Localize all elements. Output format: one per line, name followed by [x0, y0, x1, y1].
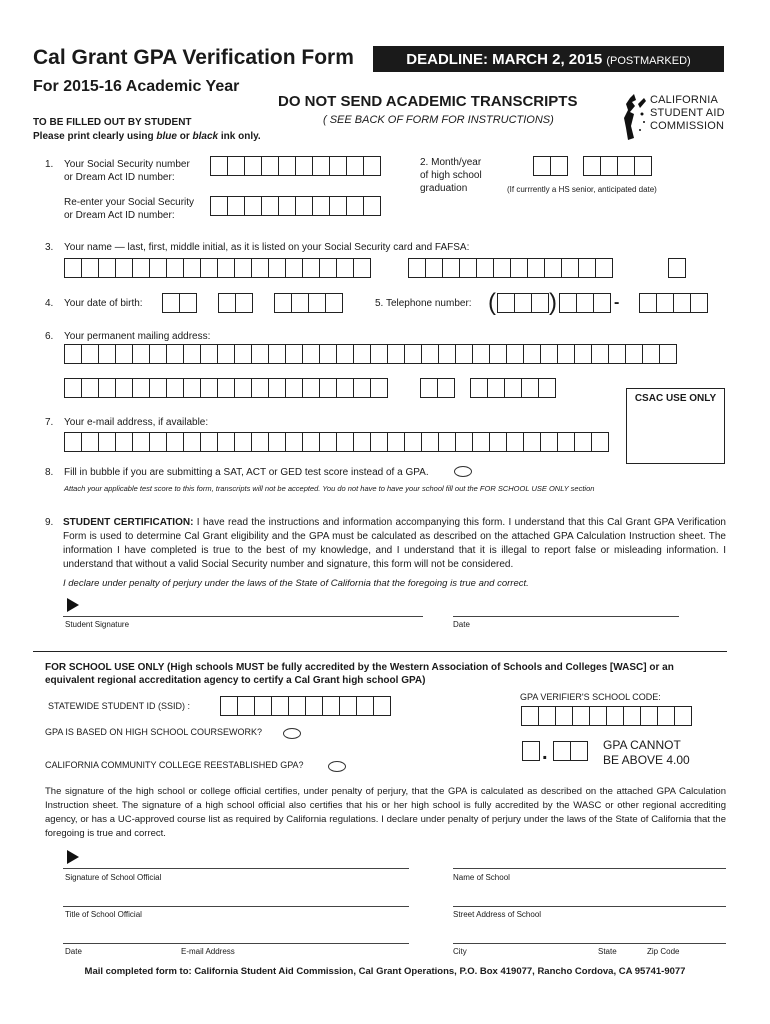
see-back-note: ( SEE BACK OF FORM FOR INSTRUCTIONS) [323, 114, 554, 126]
phone-area-input[interactable] [497, 293, 548, 313]
q6-number: 6. [45, 331, 54, 342]
official-title-line[interactable] [63, 906, 409, 907]
gpa-hs-bubble[interactable] [283, 728, 301, 739]
logo-line-2: STUDENT AID [650, 107, 725, 119]
school-section-heading: FOR SCHOOL USE ONLY (High schools MUST be fully accredited by the Western Association of Schools and Colleges [WASC] or an equivalent regional accreditation agency to certify a Cal Grant high school GPA) [45, 662, 674, 686]
dob-month-input[interactable] [162, 293, 196, 313]
q4-label: Your date of birth: [64, 298, 143, 309]
address-line-1-input[interactable] [64, 344, 676, 364]
city-state-zip-line[interactable] [453, 943, 726, 944]
q9-number: 9. [45, 517, 54, 528]
school-name-line[interactable] [453, 868, 726, 869]
q8-note: Attach your applicable test score to this form, transcripts will not be accepted. You do not have to have your school fill out the FOR SCHOOL USE ONLY section [64, 484, 595, 493]
official-sign-arrow-icon [67, 850, 79, 864]
street-address-line[interactable] [453, 906, 726, 907]
q4-number: 4. [45, 298, 54, 309]
student-signature-label: Student Signature [65, 620, 130, 629]
logo-line-1: CALIFORNIA [650, 94, 719, 106]
form-title: Cal Grant GPA Verification Form [33, 46, 354, 69]
ssn-reenter-input[interactable] [210, 196, 380, 216]
gpa-cc-bubble[interactable] [328, 761, 346, 772]
q2-label-1: 2. Month/year [420, 157, 482, 168]
gpa-cc-label: CALIFORNIA COMMUNITY COLLEGE REESTABLISHED GPA? [45, 760, 304, 770]
q2-label-3: graduation [420, 183, 468, 194]
dob-day-input[interactable] [218, 293, 252, 313]
official-signature-label: Signature of School Official [65, 873, 162, 882]
official-signature-line[interactable] [63, 868, 409, 869]
gpa-cannot-note: GPA CANNOT BE ABOVE 4.00 [603, 738, 690, 767]
figure-icon [622, 92, 648, 142]
email-input[interactable] [64, 432, 608, 452]
official-email-label: E-mail Address [181, 947, 235, 956]
verifier-code-label: GPA VERIFIER'S SCHOOL CODE: [520, 692, 661, 702]
deadline-text: DEADLINE: MARCH 2, 2015 [406, 51, 603, 68]
q2-note: (If currrently a HS senior, anticipated date) [507, 185, 657, 194]
q2-label-2: of high school [420, 170, 482, 181]
no-transcripts-notice: DO NOT SEND ACADEMIC TRANSCRIPTS [278, 93, 578, 110]
deadline-banner [373, 46, 724, 72]
ssid-label: STATEWIDE STUDENT ID (SSID) : [48, 701, 191, 711]
sign-here-arrow-icon [67, 598, 79, 612]
student-date-label: Date [453, 620, 470, 629]
q1-label-1: Your Social Security number [64, 159, 190, 170]
deadline-postmarked: (POSTMARKED) [606, 55, 691, 67]
official-title-label: Title of School Official [65, 910, 142, 919]
zip-label: Zip Code [647, 947, 680, 956]
csac-use-only-box: CSAC USE ONLY [626, 388, 725, 464]
q5-label: 5. Telephone number: [375, 298, 472, 309]
test-score-bubble[interactable] [454, 466, 472, 477]
verifier-code-input[interactable] [521, 706, 691, 726]
q8-number: 8. [45, 467, 54, 478]
gpa-hs-label: GPA IS BASED ON HIGH SCHOOL COURSEWORK? [45, 727, 263, 737]
gpa-fraction-input[interactable] [553, 741, 587, 761]
q3-number: 3. [45, 242, 54, 253]
q7-number: 7. [45, 417, 54, 428]
phone-line-input[interactable] [639, 293, 707, 313]
official-certification: The signature of the high school or college official certifies, under penalty of perjury, that the GPA is calculated as described on the attached GPA Calculation Instruction sheet. The signature of a high school official also certifies that his or her high school is fully accredited by the WASC or other regional accrediting agency, or has a UC-approved course list as required by California regulations. I declare under penalty of perjury under the laws of the State of California that the foregoing is true and correct. [45, 786, 726, 839]
q1-reenter-2: or Dream Act ID number: [64, 210, 175, 221]
date-email-line[interactable] [63, 943, 409, 944]
csac-logo [622, 92, 732, 142]
first-name-input[interactable] [408, 258, 612, 278]
ssn-input[interactable] [210, 156, 380, 176]
q7-label: Your e-mail address, if available: [64, 417, 209, 428]
street-address-label: Street Address of School [453, 910, 542, 919]
student-signature-line[interactable] [63, 616, 423, 617]
address-state-input[interactable] [420, 378, 454, 398]
perjury-declaration: I declare under penalty of perjury under the laws of the State of California that the foregoing is true and correct. [63, 578, 529, 589]
student-section-heading: TO BE FILLED OUT BY STUDENT [33, 117, 192, 128]
grad-month-input[interactable] [533, 156, 567, 176]
academic-year: For 2015-16 Academic Year [33, 78, 240, 95]
official-date-label: Date [65, 947, 82, 956]
state-label: State [598, 947, 617, 956]
dob-year-input[interactable] [274, 293, 342, 313]
gpa-decimal-point: . [542, 742, 548, 764]
logo-line-3: COMMISSION [650, 120, 725, 132]
last-name-input[interactable] [64, 258, 370, 278]
city-label: City [453, 947, 467, 956]
phone-prefix-input[interactable] [559, 293, 610, 313]
grad-year-input[interactable] [583, 156, 651, 176]
ssid-input[interactable] [220, 696, 390, 716]
student-date-line[interactable] [453, 616, 679, 617]
ink-instruction: Please print clearly using blue or black ink only. [33, 131, 261, 142]
q1-reenter-1: Re-enter your Social Security [64, 197, 195, 208]
student-certification: STUDENT CERTIFICATION: I have read the instructions and information accompanying this form. I understand that this Cal Grant GPA Verification Form is used to determine Cal Grant eligibility and the GPA must be calculated as described on the attached GPA Calculation Instruction sheet. The information I have completed is true to the best of my knowledge, and I understand that it is illegal to report false or misleading information. I understand that without a valid Social Security number and signature, this form will not be considered. [63, 517, 726, 570]
mail-instructions: Mail completed form to: California Student Aid Commission, Cal Grant Operations, P.O. Box 419077, Rancho Cordova, CA 95741-9077 [84, 966, 686, 977]
school-name-label: Name of School [453, 873, 510, 882]
q8-label: Fill in bubble if you are submitting a SAT, ACT or GED test score instead of a GPA. [64, 467, 429, 478]
q1-label-2: or Dream Act ID number: [64, 172, 175, 183]
gpa-whole-input[interactable] [522, 741, 539, 761]
q3-label: Your name — last, first, middle initial, as it is listed on your Social Security card and FAFSA: [64, 242, 470, 253]
q6-label: Your permanent mailing address: [64, 331, 211, 342]
address-city-input[interactable] [64, 378, 387, 398]
address-zip-input[interactable] [470, 378, 555, 398]
q1-number: 1. [45, 159, 54, 170]
middle-initial-input[interactable] [668, 258, 685, 278]
section-divider [33, 651, 727, 652]
